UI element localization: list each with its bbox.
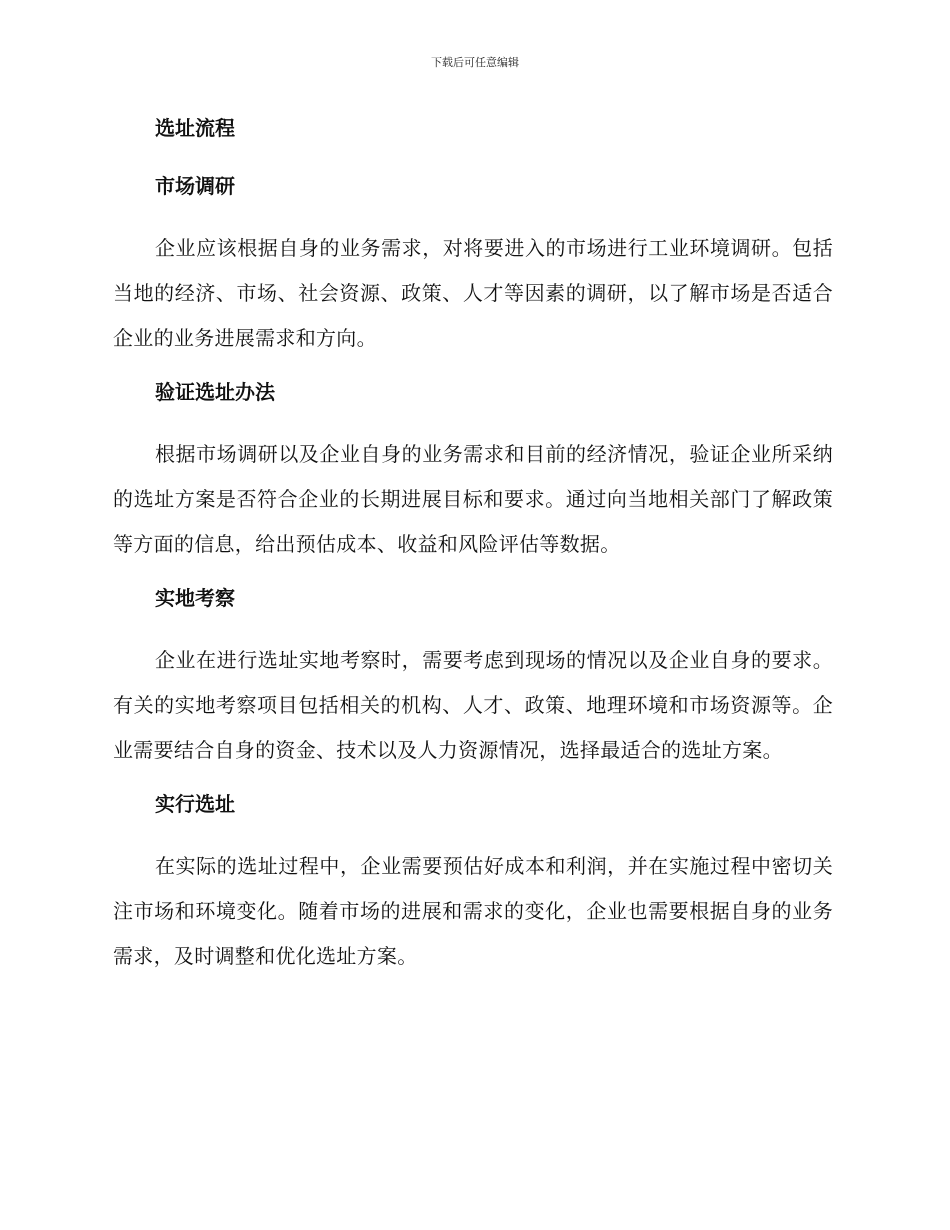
section-paragraph-implement: 在实际的选址过程中，企业需要预估好成本和利润，并在实施过程中密切关注市场和环境变化。随着市场的进展和需求的变化，企业也需要根据自身的业务需求，及时调整和优化选址方案。 — [113, 854, 833, 968]
document-body — [113, 110, 833, 992]
section-paragraph-site-inspection: 企业在进行选址实地考察时，需要考虑到现场的情况以及企业自身的要求。有关的实地考察项目包括相关的机构、人才、政策、地理环境和市场资源等。企业需要结合自身的资金、技术以及人力资源情况，选择最适合的选址方案。 — [113, 648, 833, 762]
section-paragraph-verify-method: 根据市场调研以及企业自身的业务需求和目前的经济情况，验证企业所采纳的选址方案是否符合企业的长期进展目标和要求。通过向当地相关部门了解政策等方面的信息，给出预估成本、收益和风险评估等数据。 — [113, 442, 833, 556]
document-title: 选址流程 — [155, 116, 235, 140]
section-heading-implement: 实行选址 — [155, 792, 235, 816]
section-heading-verify-method: 验证选址办法 — [155, 380, 275, 404]
section-heading-market-research: 市场调研 — [155, 174, 235, 198]
section-paragraph-market-research: 企业应该根据自身的业务需求，对将要进入的市场进行工业环境调研。包括当地的经济、市场、社会资源、政策、人才等因素的调研，以了解市场是否适合企业的业务进展需求和方向。 — [113, 236, 833, 350]
section-heading-site-inspection: 实地考察 — [155, 586, 235, 610]
header-note: 下载后可任意编辑 — [431, 56, 519, 69]
